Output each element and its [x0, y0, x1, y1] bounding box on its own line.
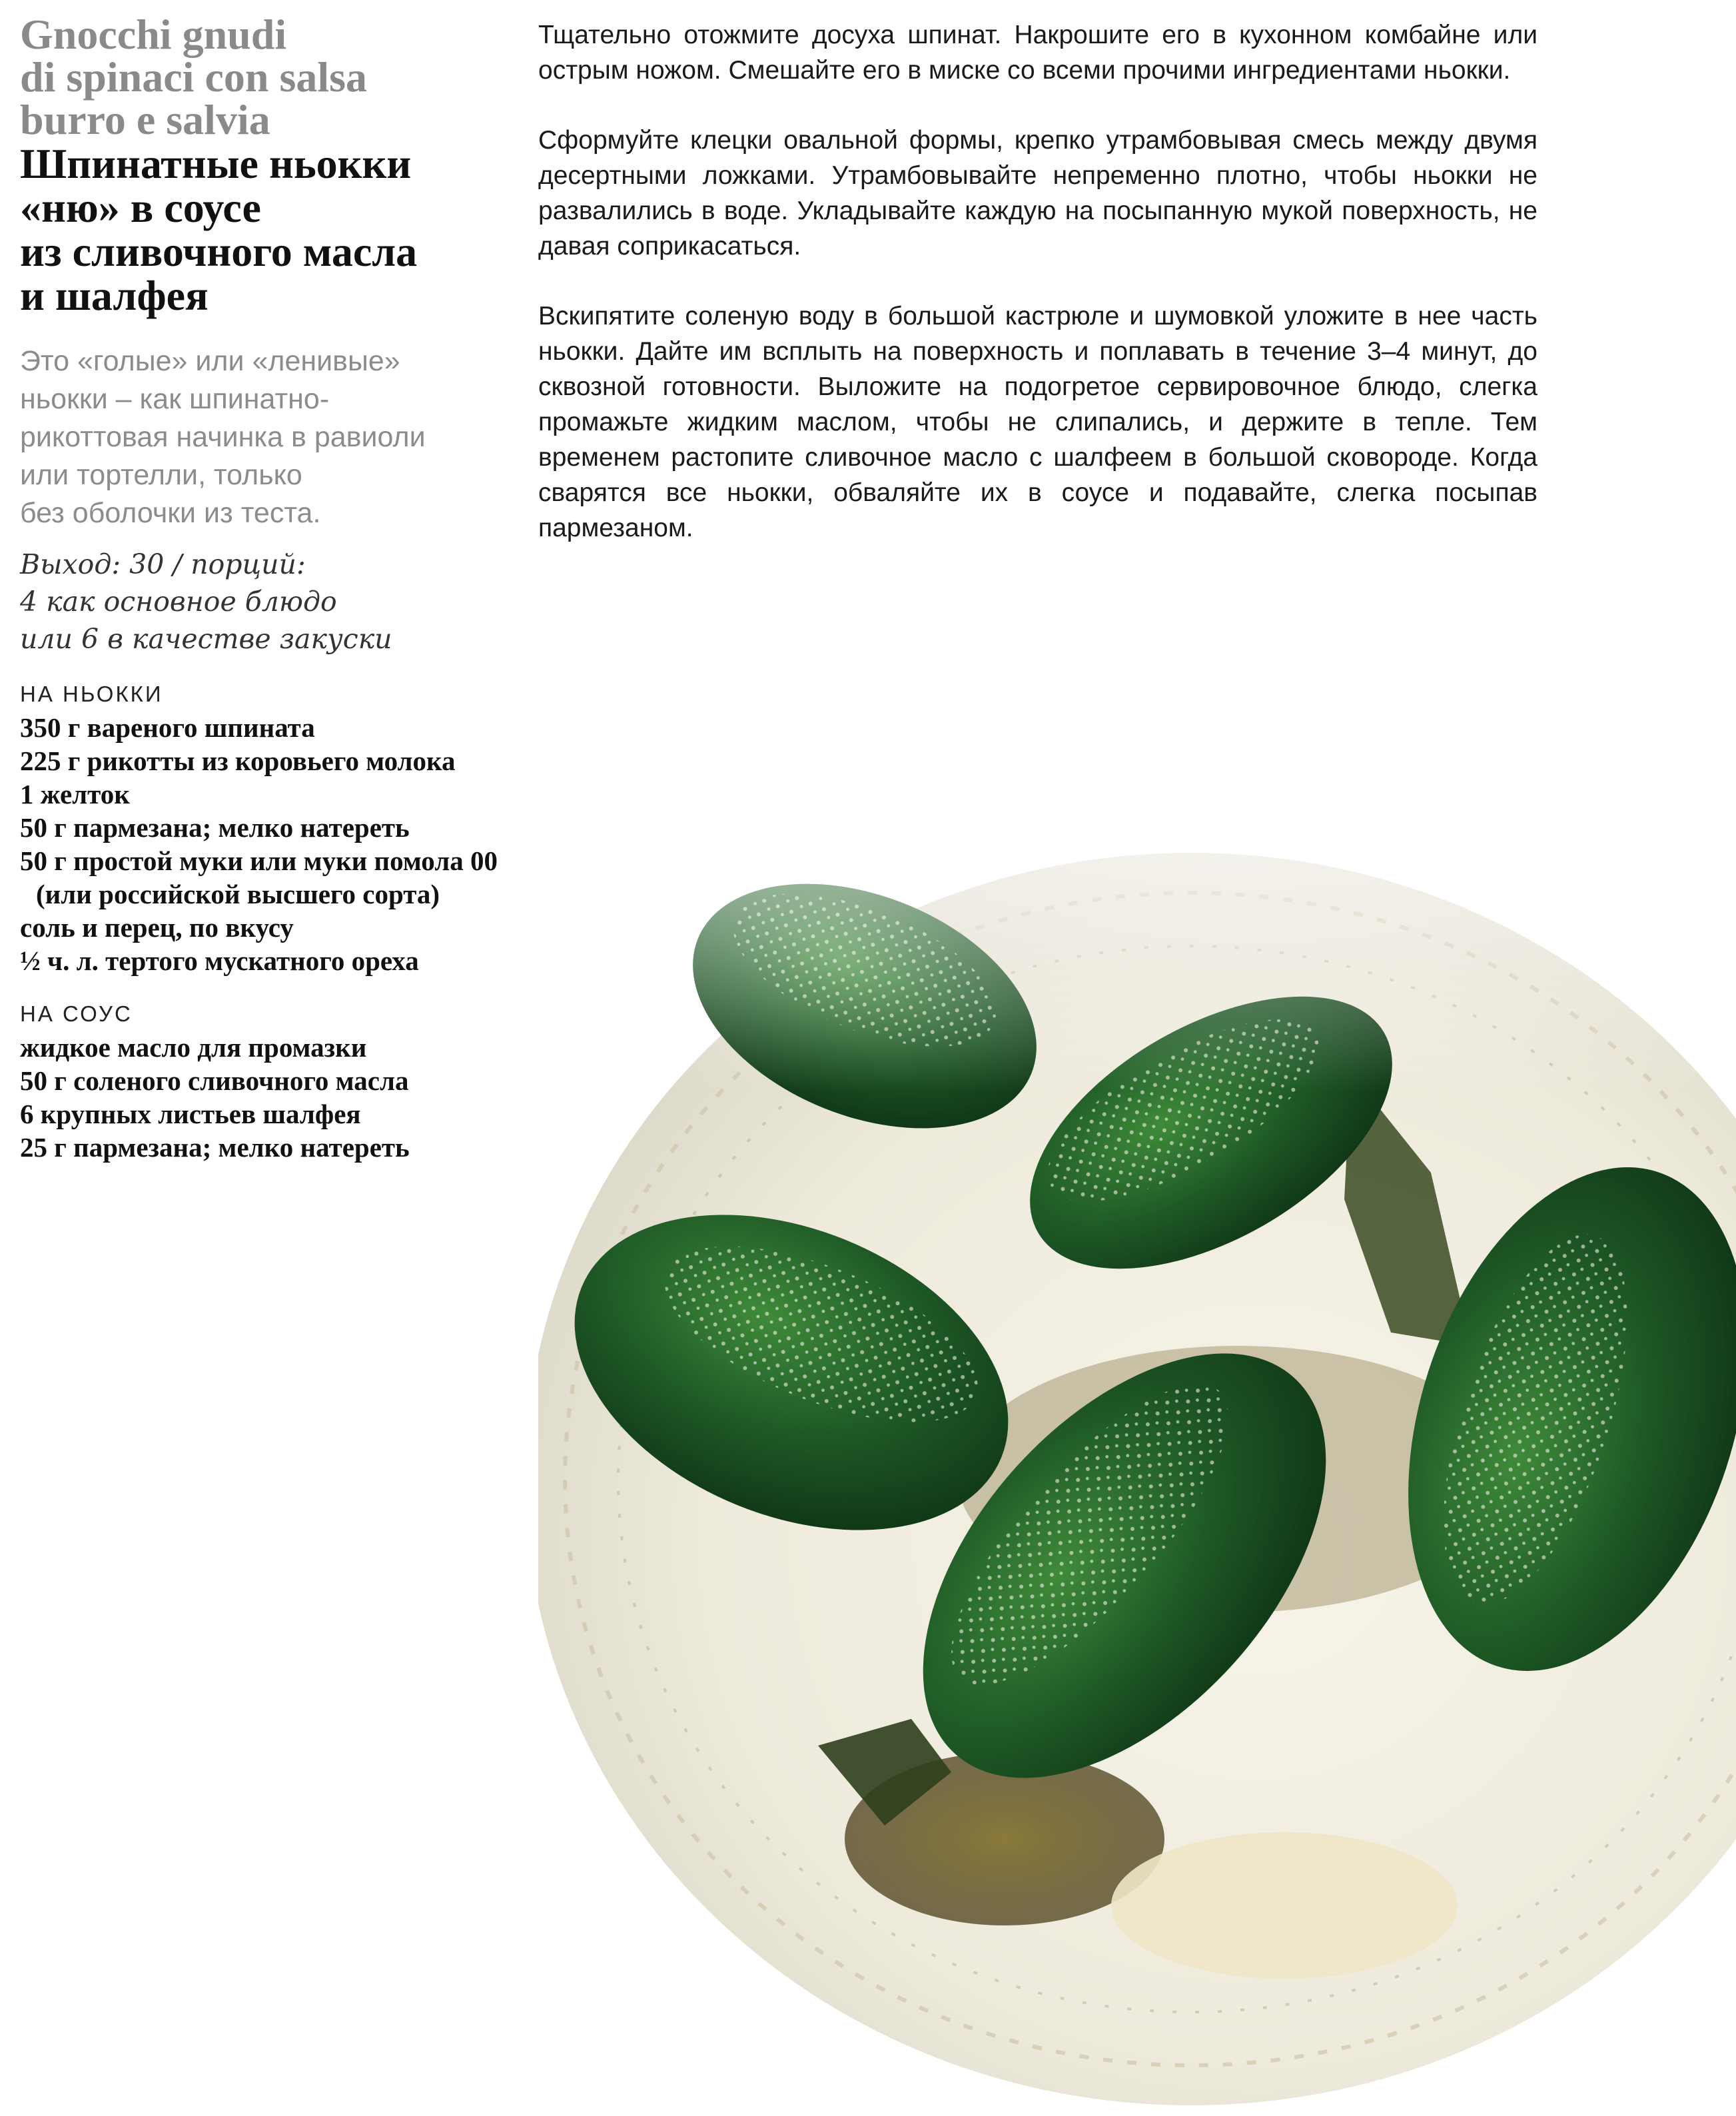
method-paragraph: Тщательно отожмите досуха шпинат. Накрошите его в кухонном комбайне или острым ножом. Смешайте его в миске со всеми прочими ингредиентами ньокки.	[538, 21, 1537, 85]
gnocchi-photo	[538, 693, 1736, 2116]
intro-line: рикоттовая начинка в равиоли	[20, 421, 426, 453]
ingredient-item: 225 г рикотты из коровьего молока	[20, 746, 456, 776]
recipe-method	[538, 17, 1537, 580]
yield-line: или 6 в качестве закуски	[20, 623, 392, 655]
method-paragraph: Вскипятите соленую воду в большой кастрюле и шумовкой уложите в нее часть ньокки. Дайте им всплыть на поверхность и поплавать в течение 3–4 минут, до сквозной готовности. Выложите на подогретое сервировочное блюдо, слегка промажьте жидким маслом, чтобы не слипались, и держите в тепле. Тем временем растопите сливочное масло с шалфеем в большой сковороде. Когда сварятся все ньокки, обваляйте их в соусе и подавайте, слегка посыпав пармезаном.	[538, 302, 1537, 542]
russian-title-line: и шалфея	[20, 272, 209, 319]
ingredient-item: 50 г соленого сливочного масла	[20, 1065, 409, 1096]
ingredient-item: 50 г простой муки или муки помола 00 (или российской высшего сорта)	[20, 845, 498, 909]
intro-line: Это «голые» или «ленивые»	[20, 345, 400, 377]
ingredient-item: 6 крупных листьев шалфея	[20, 1099, 361, 1129]
russian-title-line: Шпинатные ньокки	[20, 140, 412, 187]
method-paragraph: Сформуйте клецки овальной формы, крепко утрамбовывая смесь между двумя десертными ложками. Утрамбовывайте непременно плотно, чтобы ньокки не развалились в воде. Укладывайте каждую на посыпанную мукой поверхность, не давая соприкасаться.	[538, 126, 1537, 261]
ingredient-item: 25 г пармезана; мелко натереть	[20, 1132, 410, 1163]
photo-top-fade	[538, 693, 1736, 2116]
sauce-ingredient-list	[20, 1031, 500, 1164]
intro-line: ньокки – как шпинатно-	[20, 383, 330, 415]
gnocchi-ingredient-list	[20, 711, 500, 977]
ingredient-item: 350 г вареного шпината	[20, 712, 315, 743]
italian-title	[20, 13, 500, 141]
italian-title-line: di spinaci con salsa	[20, 53, 368, 101]
ingredient-item: 1 желток	[20, 779, 130, 809]
intro-line: или тортелли, только	[20, 459, 302, 491]
intro-line: без оболочки из теста.	[20, 497, 321, 529]
ingredient-item: 50 г пармезана; мелко натереть	[20, 812, 410, 843]
recipe-yield	[20, 546, 500, 658]
recipe-intro	[20, 342, 500, 532]
sauce-heading: НА СОУС	[20, 1001, 133, 1026]
ingredient-item: соль и перец, по вкусу	[20, 912, 294, 943]
yield-line: Выход: 30 / порций:	[20, 548, 306, 580]
italian-title-line: Gnocchi gnudi	[20, 11, 287, 58]
ingredient-item: жидкое масло для промазки	[20, 1032, 367, 1063]
recipe-sidebar	[20, 13, 500, 1164]
gnocchi-heading: НА НЬОККИ	[20, 682, 163, 706]
russian-title-line: из сливочного масла	[20, 228, 418, 275]
gnocchi-illustration	[538, 693, 1736, 2116]
method-steps	[538, 17, 1537, 546]
ingredient-item: ½ ч. л. тертого мускатного ореха	[20, 945, 419, 976]
russian-title	[20, 140, 500, 319]
russian-title-line: «ню» в соусе	[20, 184, 261, 231]
italian-title-line: burro e salvia	[20, 96, 270, 143]
yield-line: 4 как основное блюдо	[20, 586, 337, 618]
